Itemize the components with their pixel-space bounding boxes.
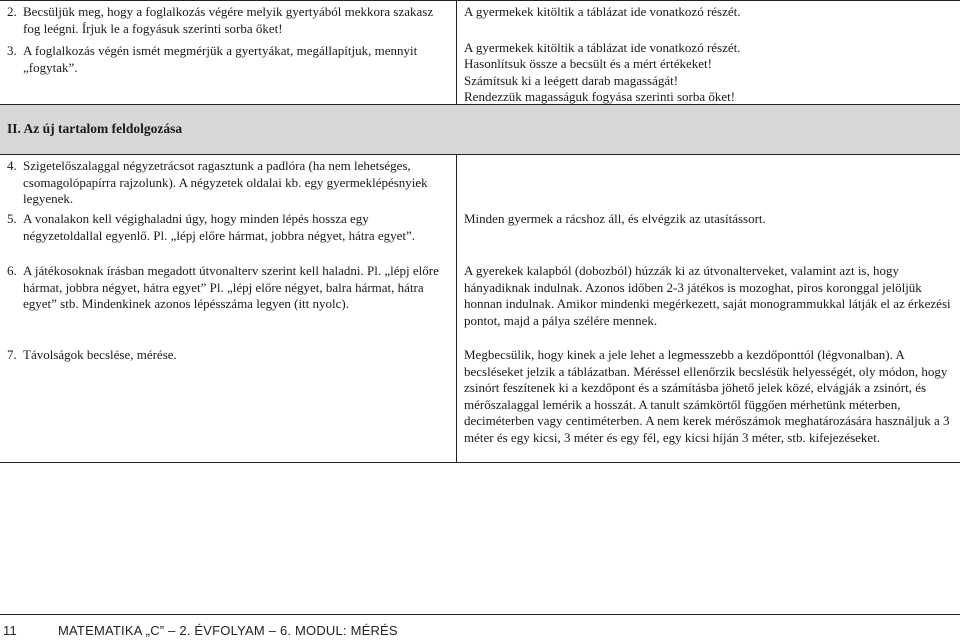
item-text: Minden gyermek a rácshoz áll, és elvégzik az utasítássort. [464, 211, 766, 226]
row-6-right [464, 263, 954, 329]
row-4-left [7, 158, 447, 208]
item-number: 6. [7, 263, 17, 278]
row-5-right [464, 211, 954, 228]
item-text: Becsüljük meg, hogy a foglalkozás végére melyik gyertyából mekkora szakasz fog leégni. Írjuk le a fogyásuk szerinti sorba őket! [23, 4, 434, 36]
paragraph: A gyermekek kitöltik a táblázat ide vonatkozó részét. [464, 4, 741, 19]
list-item [7, 43, 453, 76]
item-number: 4. [7, 158, 17, 173]
item-text: Távolságok becslése, mérése. [23, 347, 177, 362]
item-number: 3. [7, 43, 17, 59]
item-text: Megbecsülik, hogy kinek a jele lehet a legmesszebb a kezdőponttól (légvonalban). A becsléseket jelzik a táblázatban. Méréssel ellenőrzik becslésük helyességét, oly módon, hogy zsinórt feszítenek ki a kezdőpont és a számításba jöhető jelek közé, elvágják a zsinórt, és mérőszalaggal lemérik a hosszát. A tanult számkörtől függően mérhetünk méterben, deciméterben vagy centiméterben. A nem kerek mérőszámok meghatározására használjuk a 3 méter és egy kicsi, 3 méter és egy fél, egy kicsi híján 3 méter, stb. kifejezéseket. [464, 347, 950, 445]
list-item [7, 4, 453, 37]
footer-title: MATEMATIKA „C” – 2. ÉVFOLYAM – 6. MODUL: MÉRÉS [58, 623, 398, 638]
column-divider [456, 0, 457, 104]
paragraph-line: A gyermekek kitöltik a táblázat ide vonatkozó részét. [464, 39, 741, 55]
top-right-cell [464, 4, 954, 106]
column-divider [456, 154, 457, 462]
item-text: A foglalkozás végén ismét megmérjük a gyertyákat, megállapítjuk, mennyit „fogytak”. [23, 43, 418, 75]
paragraph-line: Hasonlítsuk össze a becsült és a mért értékeket! [464, 56, 712, 72]
item-text: Szigetelőszalaggal négyzetrácsot ragasztunk a padlóra (ha nem lehetséges, csomagolópapírra rajzolunk). A négyzetek oldalai kb. egy gyermeklépésnyiek legyenek. [23, 158, 428, 207]
row-7-right [464, 347, 954, 447]
top-border [0, 0, 960, 1]
paragraph-line: Rendezzük magasságuk fogyása szerinti sorba őket! [464, 89, 736, 105]
top-left-cell [7, 4, 453, 76]
paragraph-line: Számítsuk ki a leégett darab magasságát! [464, 72, 679, 88]
item-number: 7. [7, 347, 17, 362]
page-number: 11 [3, 623, 17, 638]
section-bottom-border [0, 154, 960, 155]
item-text: A gyerekek kalapból (dobozból) húzzák ki az útvonalterveket, valamint azt is, hogy hányadiknak indulnak. Azonos időben 2-3 játékos is mozoghat, piros koronggal jelöljük honnan indulnak. Amikor mindenki megérkezett, saját monogrammukkal látják el az érkezési pontot, majd a pálya szélére mennek. [464, 263, 951, 328]
item-text: A játékosoknak írásban megadott útvonalterv szerint kell haladni. Pl. „lépj előre hármat, jobbra négyet, hátra egyet” Pl. „lépj előre négyet, balra hármat, hátra egyet” stb. Mindenkinek azonos lépésszáma legyen (itt nyolc). [23, 263, 439, 312]
table-bottom-border [0, 462, 960, 463]
section-title: II. Az új tartalom feldolgozása [7, 121, 183, 136]
item-number: 5. [7, 211, 17, 226]
item-number: 2. [7, 4, 17, 19]
item-text: A vonalakon kell végighaladni úgy, hogy minden lépés hossza egy négyzetoldallal egyenlő. Pl. „lépj előre hármat, jobbra négyet, hátra egyet”. [23, 211, 416, 243]
row-7-left [7, 347, 447, 364]
row-5-left [7, 211, 447, 244]
footer-rule [0, 614, 960, 615]
row-6-left [7, 263, 447, 313]
